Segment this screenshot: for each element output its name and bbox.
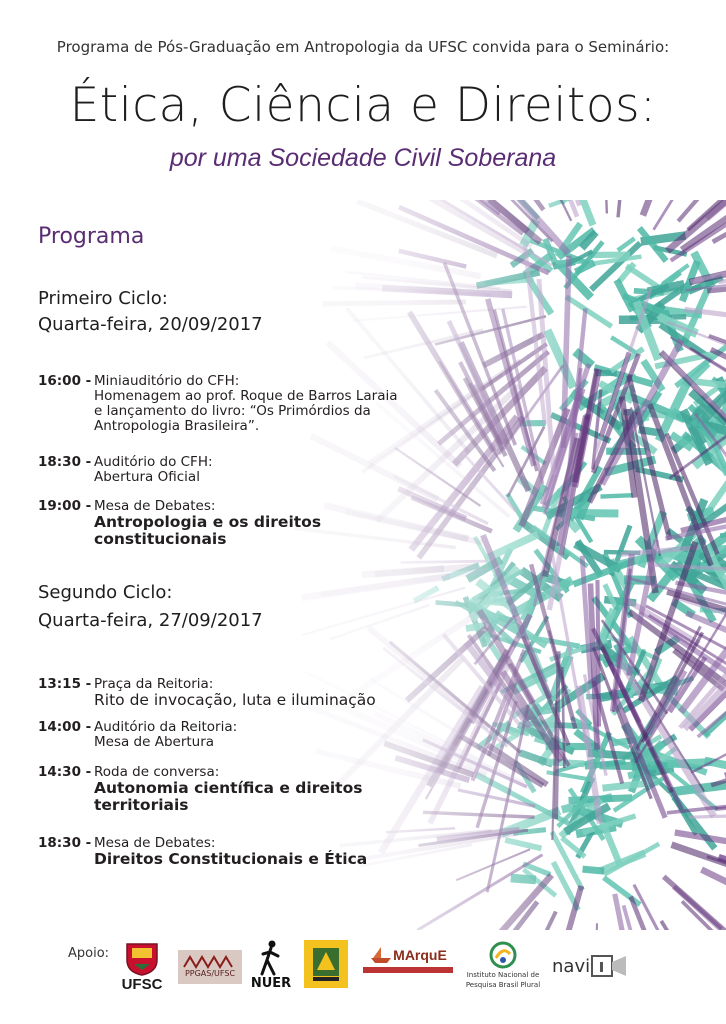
- marque-logo: [360, 946, 456, 973]
- ppgas-wave-icon: [182, 955, 238, 969]
- event-line: Homenagem ao prof. Roque de Barros Laraia: [94, 388, 398, 404]
- event-1315: [38, 677, 458, 711]
- ppgas-logo: [178, 950, 242, 984]
- event-line: Abertura Oficial: [94, 469, 200, 485]
- seminar-title: Ética, Ciência e Direitos:: [69, 78, 657, 133]
- navi-logo: [552, 954, 632, 978]
- event-line: Antropologia Brasileira”.: [94, 418, 260, 434]
- event-highlight: territoriais: [94, 796, 189, 814]
- event-place: Auditório do CFH:: [94, 454, 213, 470]
- event-1900: [38, 499, 458, 549]
- event-place: Miniauditório do CFH:: [94, 373, 240, 389]
- ufsc-crest-icon: [123, 938, 161, 976]
- nuer-logo: [250, 940, 292, 991]
- event-place: Roda de conversa:: [94, 764, 220, 780]
- event-place: Praça da Reitoria:: [94, 676, 214, 692]
- brasil-plural-emblem-icon: [488, 940, 518, 970]
- video-camera-icon: [590, 954, 628, 978]
- brasil-plural-logo-text: Instituto Nacional de Pesquisa Brasil Plural: [465, 971, 541, 989]
- event-place: Mesa de Debates:: [94, 835, 216, 851]
- marque-logo-text: MArquE: [393, 947, 447, 963]
- cycle-2-date: Quarta-feira, 27/09/2017: [38, 610, 263, 631]
- event-1830-b: [38, 836, 458, 870]
- event-time: 16:00 -: [38, 373, 92, 389]
- event-highlight: Direitos Constitucionais e Ética: [94, 850, 368, 868]
- cycle-2-name: Segundo Ciclo:: [38, 582, 173, 603]
- event-1400: [38, 720, 458, 752]
- support-label: Apoio:: [68, 946, 110, 961]
- event-highlight: constitucionais: [94, 530, 227, 548]
- event-time: 13:15 -: [38, 676, 92, 692]
- navi-logo-text: navi: [552, 955, 591, 977]
- brasil-plural-logo: [464, 940, 542, 990]
- ufsc-logo-text: UFSC: [121, 976, 163, 993]
- event-time: 14:30 -: [38, 764, 92, 780]
- event-1830: [38, 455, 458, 487]
- event-time: 18:30 -: [38, 835, 92, 851]
- program-heading: Programa: [38, 224, 145, 249]
- nuer-logo-text: NUER: [250, 976, 292, 991]
- event-1430: [38, 765, 458, 815]
- museu-logo: [304, 940, 348, 988]
- event-place: Auditório da Reitoria:: [94, 719, 238, 735]
- event-line: Mesa de Abertura: [94, 734, 215, 750]
- event-highlight: Antropologia e os direitos: [94, 513, 322, 531]
- event-time: 19:00 -: [38, 498, 92, 514]
- event-highlight: Autonomia científica e direitos: [94, 779, 363, 797]
- event-highlight: Rito de invocação, luta e iluminação: [94, 691, 376, 709]
- intro-text: Programa de Pós-Graduação em Antropologia da UFSC convida para o Seminário:: [56, 38, 670, 56]
- ppgas-logo-text: PPGAS/UFSC: [184, 969, 236, 978]
- marque-boat-icon: [369, 946, 393, 964]
- event-line: e lançamento do livro: “Os Primórdios da: [94, 403, 371, 419]
- event-time: 14:00 -: [38, 719, 92, 735]
- event-place: Mesa de Debates:: [94, 498, 216, 514]
- cycle-1-date: Quarta-feira, 20/09/2017: [38, 314, 263, 335]
- ufsc-logo: [118, 938, 166, 993]
- cycle-1-name: Primeiro Ciclo:: [38, 288, 168, 309]
- museum-emblem-icon: [311, 946, 341, 982]
- event-1600: [38, 374, 458, 434]
- running-figure-icon: [260, 940, 282, 976]
- event-time: 18:30 -: [38, 454, 92, 470]
- seminar-subtitle: por uma Sociedade Civil Soberana: [169, 144, 557, 172]
